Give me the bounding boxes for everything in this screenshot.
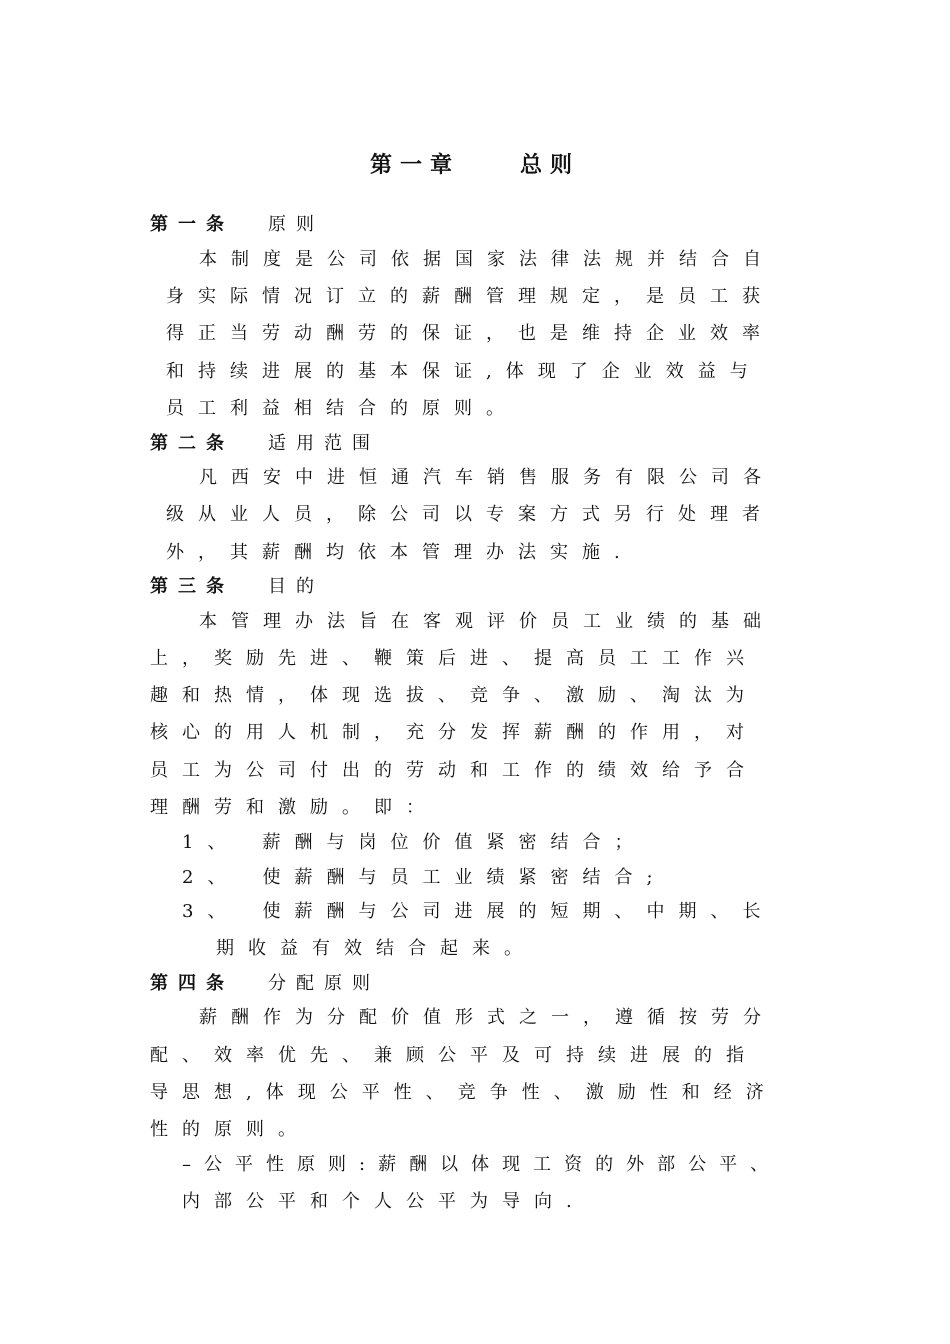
article-4-line-3: 导思想,体现公平性、竞争性、激励性和经济 — [150, 1082, 778, 1103]
article-3-name: 目的 — [268, 576, 324, 597]
article-1-line-3: 得正当劳动酬劳的保证，也是维持企业效率 — [166, 323, 774, 344]
article-3-item-1: 1、 薪酬与岗位价值紧密结合； — [182, 832, 647, 853]
article-1-name: 原则 — [268, 214, 324, 235]
article-4-line-4: 性的原则。 — [150, 1119, 310, 1140]
article-2-line-3: 外，其薪酬均依本管理办法实施. — [166, 542, 634, 563]
article-2-heading — [150, 432, 380, 456]
article-1-line-4: 和持续进展的基本保证,体现了企业效益与 — [166, 361, 762, 382]
article-4-item-1: –公平性原则:薪酬以体现工资的外部公平、 — [182, 1154, 782, 1175]
chapter-title: 第一章 总则 — [369, 153, 580, 178]
article-1-line-2: 身实际情况订立的薪酬管理规定，是员工获 — [166, 286, 774, 307]
article-4-item-2: 内部公平和个人公平为导向. — [182, 1191, 586, 1212]
article-2-line-2: 级从业人员，除公司以专案方式另行处理者 — [166, 504, 774, 525]
article-3-line-3: 趣和热情，体现选拔、竞争、激励、淘汰为 — [150, 685, 758, 706]
article-4-heading — [150, 972, 380, 996]
article-1-label: 第一条 — [150, 214, 234, 235]
article-4-label: 第四条 — [150, 973, 234, 994]
article-3-item-4: 期收益有效结合起来。 — [216, 938, 536, 959]
article-4-name: 分配原则 — [268, 973, 380, 994]
article-2-label: 第二条 — [150, 433, 234, 454]
article-3-line-2: 上，奖励先进、鞭策后进、提高员工工作兴 — [150, 648, 758, 669]
article-4-line-1: 薪酬作为分配价值形式之一，遵循按劳分 — [199, 1007, 775, 1028]
article-3-heading — [150, 575, 324, 599]
article-4-line-2: 配、效率优先、兼顾公平及可持续进展的指 — [150, 1045, 758, 1066]
article-3-line-5: 员工为公司付出的劳动和工作的绩效给予合 — [150, 760, 758, 781]
article-3-label: 第三条 — [150, 576, 234, 597]
article-1-line-5: 员工利益相结合的原则。 — [166, 398, 518, 419]
article-3-line-4: 核心的用人机制，充分发挥薪酬的作用，对 — [150, 722, 758, 743]
article-3-line-1: 本管理办法旨在客观评价员工业绩的基础 — [199, 611, 775, 632]
article-3-item-3: 3、 使薪酬与公司进展的短期、中期、长 — [182, 901, 775, 922]
article-1-line-1: 本制度是公司依据国家法律法规并结合自 — [199, 249, 775, 270]
article-2-name: 适用范围 — [268, 433, 380, 454]
article-3-item-2: 2、 使薪酬与员工业绩紧密结合; — [182, 867, 667, 888]
article-2-line-1: 凡西安中进恒通汽车销售服务有限公司各 — [199, 467, 775, 488]
article-3-line-6: 理酬劳和激励。即： — [150, 797, 438, 818]
article-1-heading — [150, 213, 324, 237]
